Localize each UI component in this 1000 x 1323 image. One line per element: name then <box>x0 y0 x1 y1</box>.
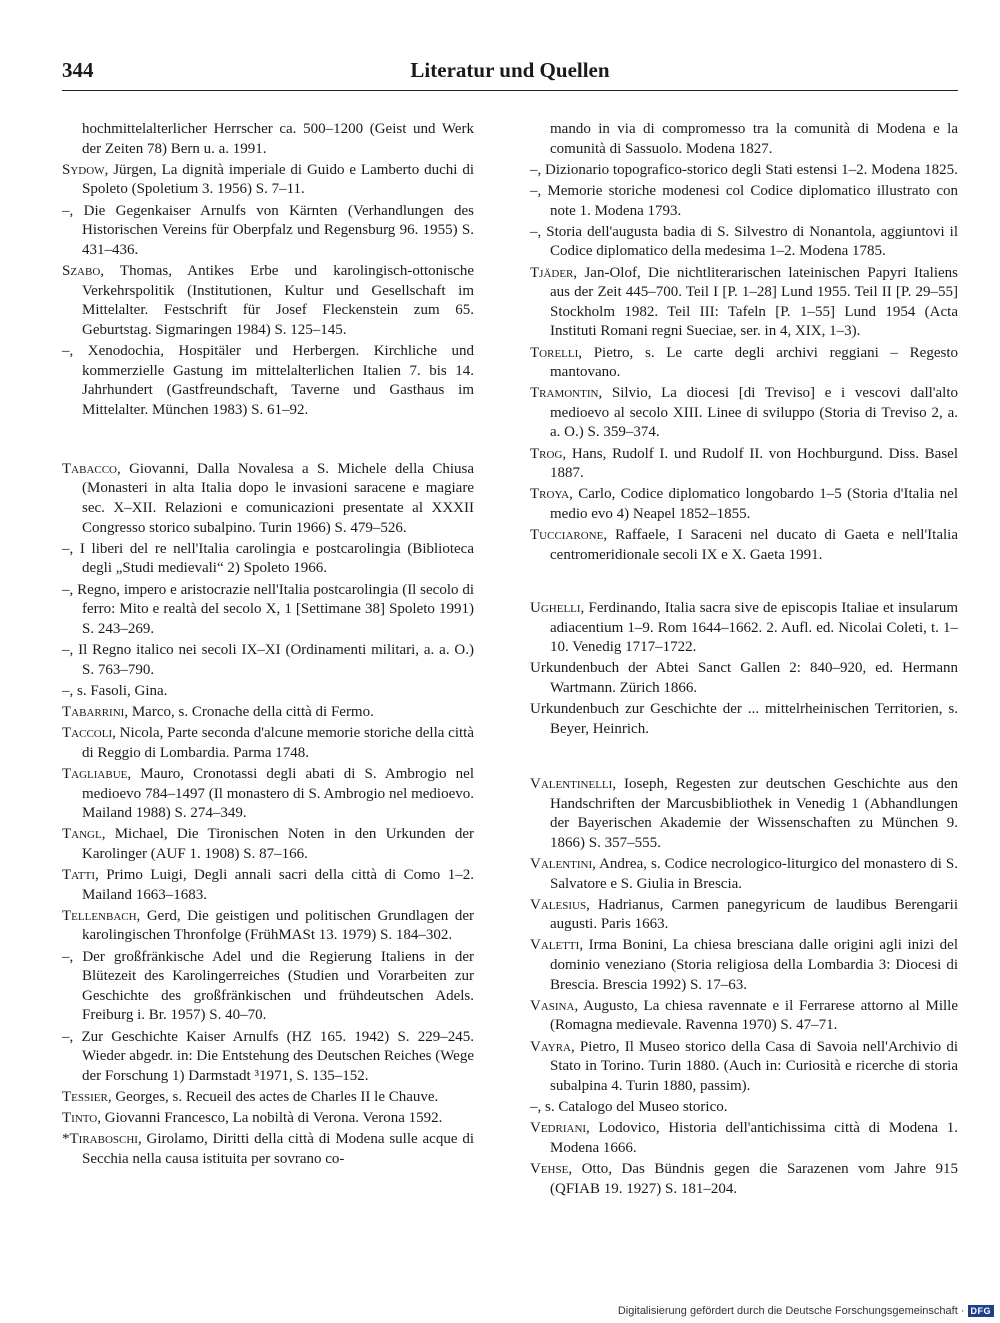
bibliography-entry <box>530 659 958 698</box>
entry-text: Urkundenbuch zur Geschichte der ... mittelrheinischen Territorien, s. Beyer, Heinrich. <box>530 701 958 737</box>
bibliography-entry <box>530 1038 958 1097</box>
entry-text: –, Il Regno italico nei secoli IX–XI (Ordinamenti militari, a. a. O.) S. 763–790. <box>62 642 474 678</box>
entry-author: Trog <box>530 445 563 462</box>
entry-text: , Lodovico, Historia dell'antichissima città di Modena 1. Modena 1666. <box>550 1120 958 1156</box>
entry-author: Valesius <box>530 896 587 913</box>
entry-text: , Augusto, La chiesa ravennate e il Ferrarese attorno al Mille (Romagna medievale. Ravenna 1970) S. 47–71. <box>550 997 958 1034</box>
entry-text: , Carlo, Codice diplomatico longobardo 1–5 (Storia d'Italia nel medio evo 4) Neapel 1852–1855. <box>550 486 958 523</box>
entry-author: Tangl <box>62 826 102 843</box>
running-title: Literatur und Quellen <box>410 58 610 82</box>
entry-text: Urkundenbuch der Abtei Sanct Gallen 2: 840–920, ed. Hermann Wartmann. Zürich 1866. <box>530 660 958 696</box>
bibliography-entry <box>530 182 958 221</box>
bibliography-entry <box>530 526 958 565</box>
entry-text: , Primo Luigi, Degli annali sacri della città di Como 1–2. Mailand 1663–1683. <box>82 867 474 903</box>
bibliography-entry <box>530 1098 958 1118</box>
bibliography-entry <box>62 460 474 538</box>
entry-text: , Andrea, s. Codice necrologico-liturgico del monastero di S. Salvatore e S. Giulia in Brescia. <box>550 855 958 892</box>
entry-author: Tucciarone <box>530 527 604 544</box>
entry-author: Valentini <box>530 855 593 872</box>
entry-text: –, Dizionario topografico-storico degli Stati estensi 1–2. Modena 1825. <box>530 161 958 178</box>
entry-author: Vasina <box>530 997 575 1014</box>
entry-text: hochmittelalterlicher Herrscher ca. 500–1200 (Geist und Werk der Zeiten 78) Bern u. a. 1991. <box>82 121 474 157</box>
entry-text: , Pietro, s. Le carte degli archivi reggiani – Regesto mantovano. <box>550 344 958 381</box>
entry-text: , Georges, s. Recueil des actes de Charles II le Chauve. <box>107 1089 439 1105</box>
bibliography-entry <box>530 384 958 443</box>
entry-text: , Hadrianus, Carmen panegyricum de laudibus Berengarii augusti. Paris 1663. <box>550 896 958 933</box>
entry-author: Tinto <box>62 1110 98 1127</box>
entry-author: Valetti <box>530 937 580 954</box>
bibliography-entry <box>62 540 474 579</box>
entry-text: –, s. Fasoli, Gina. <box>62 682 168 699</box>
entry-text: , Ioseph, Regesten zur deutschen Geschichte aus den Handschriften der Marcusbibliothek in Venedig 1 (Abhandlungen der Bayerischen Akademie der Wissenschaften zu München 9. 1866) S. 357–555. <box>550 775 958 851</box>
entry-author: Sydow <box>62 161 105 178</box>
entry-author: Szabo <box>62 262 101 279</box>
bibliography-entry <box>62 907 474 946</box>
bibliography-entry <box>62 202 474 261</box>
bibliography-entry <box>62 948 474 1026</box>
entry-author: *Tiraboschi <box>62 1131 138 1148</box>
bibliography-entry <box>62 1028 474 1087</box>
entry-text: , Otto, Das Bündnis gegen die Sarazenen vom Jahre 915 (QFIAB 19. 1927) S. 181–204. <box>550 1160 958 1197</box>
entry-text: –, s. Catalogo del Museo storico. <box>530 1099 728 1115</box>
bibliography-entry <box>530 700 958 739</box>
bibliography-entry <box>530 1119 958 1158</box>
bibliography-entry <box>530 264 958 342</box>
entry-author: Vehse <box>530 1160 569 1177</box>
entry-author: Vayra <box>530 1038 571 1055</box>
entry-author: Tatti <box>62 867 95 884</box>
bibliography-entry <box>530 161 958 181</box>
entry-text: –, Der großfränkische Adel und die Regierung Italiens in der Blütezeit des Karolingerreiches (Studien und Vorarbeiten zur Geschichte des großfränkischen und frühdeutschen Adels. Freiburg i. Br. 1957) S. 40–70. <box>62 948 474 1024</box>
entry-author: Tabarrini <box>62 703 125 720</box>
bibliography-entry <box>530 485 958 524</box>
bibliography-entry <box>62 342 474 420</box>
entry-text: , Giovanni, Dalla Novalesa a S. Michele della Chiusa (Monasteri in alta Italia dopo le invasioni saracene e magiare sec. X–XII. Relazioni e comunicazioni presentate al XXXII Congresso storico subalpino. Turin 1966) S. 479–526. <box>82 460 474 536</box>
letter-section-gap <box>62 422 474 460</box>
bibliography-entry <box>530 896 958 935</box>
bibliography-entry <box>530 445 958 484</box>
entry-text: , Jan-Olof, Die nichtliterarischen lateinischen Papyri Italiens aus der Zeit 445–700. Teil I [P. 1–28] Lund 1955. Teil II [P. 29–55] Stockholm 1982. Teil III: Tafeln [P. 1–55] Lund 1954 (Acta Instituti Romani regni Sueciae, ser. in 4, XIX, 1–3). <box>550 264 958 340</box>
entry-text: , Michael, Die Tironischen Noten in den Urkunden der Karolinger (AUF 1. 1908) S. 87–166. <box>82 826 474 862</box>
bibliography-entry <box>530 936 958 995</box>
bibliography-entry <box>62 120 474 159</box>
footer-text: Digitalisierung gefördert durch die Deutsche Forschungsgemeinschaft · <box>617 1305 965 1317</box>
entry-text: , Gerd, Die geistigen und politischen Grundlagen der karolingischen Thronfolge (FrühMASt 13. 1979) S. 184–302. <box>82 907 474 944</box>
entry-text: , Thomas, Antikes Erbe und karolingisch-ottonische Verkehrspolitik (Institutionen, Kultur und Gesellschaft im Mittelalter. Festschrift für Josef Fleckenstein zum 65. Geburtstag. Sigmaringen 1984) S. 125–145. <box>82 262 474 338</box>
bibliography-entry <box>530 223 958 262</box>
digitization-footer <box>618 1305 994 1317</box>
entry-text: –, Xenodochia, Hospitäler und Herbergen. Kirchliche und kommerzielle Gastung im mittelalterlichen Italien 7. bis 14. Jahrhundert (Gastfreundschaft, Taverne und Gasthaus im Mittelalter. München 1983) S. 61–92. <box>62 342 474 418</box>
bibliography-entry <box>62 1130 474 1169</box>
bibliography-entry <box>530 120 958 159</box>
entry-author: Troya <box>530 486 570 503</box>
entry-text: –, Memorie storiche modenesi col Codice diplomatico illustrato con note 1. Modena 1793. <box>530 182 958 219</box>
entry-text: mando in via di compromesso tra la comunità di Modena e la comunità di Sassuolo. Modena 1827. <box>550 121 958 157</box>
entry-author: Tjäder <box>530 264 574 281</box>
bibliography-entry <box>62 703 474 723</box>
entry-text: , Girolamo, Diritti della città di Modena sulle acque di Secchia nella causa istituita per sovrano co- <box>82 1131 474 1167</box>
entry-text: –, Zur Geschichte Kaiser Arnulfs (HZ 165. 1942) S. 229–245. Wieder abgedr. in: Die Entstehung des Deutschen Reiches (Wege der Forschung 1) Darmstadt ³1971, S. 135–152. <box>62 1028 474 1084</box>
entry-author: Taccoli <box>62 725 113 742</box>
bibliography-entry <box>62 1088 474 1108</box>
bibliography-entry <box>530 1160 958 1199</box>
bibliography-entry <box>530 997 958 1036</box>
entry-text: , Ferdinando, Italia sacra sive de episcopis Italiae et insularum adiacentium 1–9. Rom 1644–1662. 2. Aufl. ed. Nicolai Coleti, t. 1–10. Venedig 1717–1722. <box>550 600 958 656</box>
entry-author: Tagliabue <box>62 765 128 782</box>
bibliography-entry <box>62 724 474 763</box>
entry-text: , Silvio, La diocesi [di Treviso] e i vescovi dall'alto medioevo al secolo XIII. Linee di sviluppo (Storia di Treviso 2, a. a. O.) S. 359–374. <box>550 385 958 441</box>
bibliography-entry <box>62 581 474 640</box>
entry-author: Tabacco <box>62 460 118 477</box>
entry-text: –, I liberi del re nell'Italia carolingia e postcarolingia (Biblioteca degli „Studi medievali“ 2) Spoleto 1966. <box>62 540 474 577</box>
entry-text: –, Regno, impero e aristocrazie nell'Italia postcarolingia (Il secolo di ferro: Mito e realtà del secolo X, 1 [Settimane 38] Spoleto 1991) S. 243–269. <box>62 581 474 637</box>
entry-text: , Raffaele, I Saraceni nel ducato di Gaeta e nell'Italia centromeridionale secoli IX e X. Gaeta 1991. <box>550 527 958 563</box>
entry-text: , Irma Bonini, La chiesa bresciana dalle origini agli inizi del dominio veneziano (Storia religiosa della Lombardia 3: Diocesi di Brescia. Brescia 1992) S. 17–63. <box>550 937 958 993</box>
entry-text: , Pietro, Il Museo storico della Casa di Savoia nell'Archivio di Stato in Torino. Turin 1880. (Auch in: Curiosità e ricerche di storia subalpina 4. Turin 1880, passim). <box>550 1038 958 1094</box>
entry-text: , Giovanni Francesco, La nobiltà di Verona. Verona 1592. <box>97 1110 443 1127</box>
right-column <box>530 120 958 1201</box>
entry-text: , Nicola, Parte seconda d'alcune memorie storiche della città di Reggio di Lombardia. Parma 1748. <box>82 725 474 761</box>
bibliography-entry <box>62 682 474 702</box>
entry-author: Ughelli <box>530 600 581 616</box>
entry-text: –, Die Gegenkaiser Arnulfs von Kärnten (Verhandlungen des Historischen Vereins für Oberpfalz und Regensburg 96. 1955) S. 431–436. <box>62 202 474 258</box>
bibliography-entry <box>530 775 958 853</box>
bibliography-entry <box>62 262 474 340</box>
letter-section-gap <box>530 567 958 599</box>
entry-author: Valentinelli <box>530 775 613 792</box>
entry-author: Vedriani <box>530 1120 587 1137</box>
entry-author: Torelli <box>530 344 579 361</box>
page-number: 344 <box>62 58 94 82</box>
bibliography-entry <box>62 866 474 905</box>
bibliography-entry <box>530 599 958 658</box>
bibliography-entry <box>62 825 474 864</box>
bibliography-entry <box>62 765 474 824</box>
entry-text: , Hans, Rudolf I. und Rudolf II. von Hochburgund. Diss. Basel 1887. <box>550 445 958 482</box>
letter-section-gap <box>530 741 958 775</box>
bibliography-entry <box>62 161 474 200</box>
dfg-logo: DFG <box>968 1305 995 1317</box>
bibliography-entry <box>530 855 958 894</box>
entry-text: –, Storia dell'augusta badia di S. Silvestro di Nonantola, aggiuntovi il Codice diplomatico della medesima 1–2. Modena 1785. <box>530 223 958 260</box>
bibliography-entry <box>530 344 958 383</box>
left-column <box>62 120 474 1171</box>
page-header <box>62 56 958 91</box>
entry-text: , Marco, s. Cronache della città di Fermo. <box>124 703 374 720</box>
entry-author: Tessier <box>62 1089 108 1105</box>
entry-text: , Jürgen, La dignità imperiale di Guido e Lamberto duchi di Spoleto (Spoletium 3. 1956) S. 7–11. <box>82 161 474 198</box>
entry-author: Tramontin <box>530 385 599 402</box>
entry-text: , Mauro, Cronotassi degli abati di S. Ambrogio nel medioevo 784–1497 (Il monastero di S. Ambrogio nel medioevo. Mailand 1988) S. 274–349. <box>82 765 474 822</box>
bibliography-entry <box>62 1109 474 1129</box>
bibliography-entry <box>62 641 474 680</box>
entry-author: Tellenbach <box>62 907 137 924</box>
